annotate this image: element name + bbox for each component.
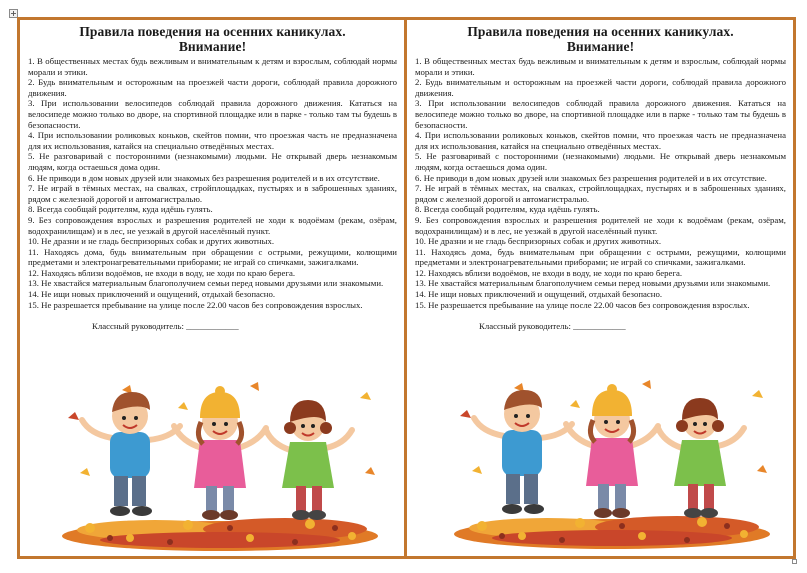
rule-item: 15. Не разрешается пребывание на улице после 22.00 часов без сопровождения взрослых. bbox=[28, 299, 363, 310]
rule-item: 11. Находясь дома, будь внимательным при обращении с острыми, режущими, колющими предметами и электронагревательными приборами; не играй со спичками, зажигалками. bbox=[28, 246, 397, 268]
girl-pink-figure bbox=[174, 386, 266, 520]
rules-list bbox=[28, 56, 397, 310]
rule-item: 7. Не играй в тёмных местах, на свалках, стройплощадках, пустырях и в заброшенных зданиях, рядом с железной дорогой и автомагистралью. bbox=[28, 183, 397, 204]
class-teacher-signature: Классный руководитель: ____________ bbox=[92, 321, 239, 332]
girl-green-figure bbox=[658, 398, 744, 518]
memo-sheet-left bbox=[17, 17, 407, 559]
girl-green-figure bbox=[266, 400, 352, 520]
rule-item: 13. Не хвастайся материальным благополучием семьи перед новыми друзьями или знакомыми. bbox=[28, 278, 384, 289]
title-line-2: Внимание! bbox=[566, 39, 635, 54]
rule-item: 5. Не разговаривай с посторонними (незнакомыми) людьми. Не открывай дверь незнакомым людям, когда остаешься дома один. bbox=[415, 151, 786, 172]
boy-figure bbox=[82, 392, 180, 516]
rule-item: 1. В общественных местах будь вежливым и внимательным к детям и взрослым, соблюдай нормы морали и этики. bbox=[28, 56, 397, 77]
rule-item: 6. Не приводи в дом новых друзей или знакомых без разрешения родителей и в их отсутствие. bbox=[415, 172, 767, 183]
children-autumn-leaves-illustration bbox=[452, 376, 772, 551]
title-line-1: Правила поведения на осенних каникулах. bbox=[467, 24, 734, 39]
rule-item: 10. Не дразни и не гладь беспризорных собак и других животных. bbox=[28, 236, 275, 247]
boy-figure bbox=[474, 390, 572, 514]
rule-item: 5. Не разговаривай с посторонними (незнакомыми) людьми. Не открывай дверь незнакомым людям, когда остаешься дома один. bbox=[28, 151, 397, 172]
rule-item: 1. В общественных местах будь вежливым и внимательным к детям и взрослым, соблюдай нормы морали и этики. bbox=[415, 56, 786, 77]
leaf-pile bbox=[454, 516, 770, 549]
rule-item: 4. При использовании роликовых коньков, скейтов помни, что проезжая часть не предназначена для их использования, катайся на специально отведённых местах. bbox=[28, 130, 397, 151]
table-move-handle-icon[interactable]: + bbox=[10, 9, 17, 18]
rule-item: 3. При использовании велосипедов соблюдай правила дорожного движения. Кататься на велосипеде можно только во дворе, на спортивной площадке или в парке - только там ты будешь в безопасности. bbox=[28, 98, 397, 130]
children-autumn-leaves-illustration bbox=[60, 378, 380, 553]
rule-item: 13. Не хвастайся материальным благополучием семьи перед новыми друзьями или знакомыми. bbox=[415, 278, 771, 289]
title-line-2: Внимание! bbox=[178, 39, 247, 54]
rule-item: 15. Не разрешается пребывание на улице после 22.00 часов без сопровождения взрослых. bbox=[415, 299, 750, 310]
rule-item: 9. Без сопровождения взрослых и разрешения родителей не ходи к водоёмам (рекам, озёрам, водохранилищам) и в лес, не уезжай в другой населённый пункт. bbox=[415, 214, 786, 236]
rule-item: 3. При использовании велосипедов соблюдай правила дорожного движения. Кататься на велосипеде можно только во дворе, на спортивной площадке или в парке - только там ты будешь в безопасности. bbox=[415, 98, 786, 130]
rule-item: 9. Без сопровождения взрослых и разрешения родителей не ходи к водоёмам (рекам, озёрам, водохранилищам) и в лес, не уезжай в другой населённый пункт. bbox=[28, 214, 397, 236]
rule-item: 12. Находясь вблизи водоёмов, не входи в воду, не ходи по краю берега. bbox=[28, 267, 296, 278]
rule-item: 14. Не ищи новых приключений и ощущений, отдыхай безопасно. bbox=[28, 289, 276, 300]
resize-handle-icon[interactable] bbox=[792, 559, 797, 564]
rule-item: 10. Не дразни и не гладь беспризорных собак и других животных. bbox=[415, 236, 662, 247]
rule-item: 4. При использовании роликовых коньков, скейтов помни, что проезжая часть не предназначена для их использования, катайся на специально отведённых местах. bbox=[415, 130, 786, 151]
rule-item: 2. Будь внимательным и осторожным на проезжей части дороги, соблюдай правила дорожного движения. bbox=[415, 77, 786, 98]
rule-item: 6. Не приводи в дом новых друзей или знакомых без разрешения родителей и в их отсутствие. bbox=[28, 172, 380, 183]
rule-item: 7. Не играй в тёмных местах, на свалках, стройплощадках, пустырях и в заброшенных зданиях, рядом с железной дорогой и автомагистралью. bbox=[415, 183, 786, 204]
girl-pink-figure bbox=[566, 384, 658, 518]
rule-item: 8. Всегда сообщай родителям, куда идёшь гулять. bbox=[28, 204, 213, 215]
title-line-1: Правила поведения на осенних каникулах. bbox=[79, 24, 346, 39]
rule-item: 12. Находясь вблизи водоёмов, не входи в воду, не ходи по краю берега. bbox=[415, 267, 683, 278]
rule-item: 8. Всегда сообщай родителям, куда идёшь гулять. bbox=[415, 204, 600, 215]
class-teacher-signature: Классный руководитель: ____________ bbox=[479, 321, 626, 332]
rule-item: 14. Не ищи новых приключений и ощущений, отдыхай безопасно. bbox=[415, 289, 663, 300]
rules-list bbox=[415, 56, 786, 310]
rule-item: 11. Находясь дома, будь внимательным при обращении с острыми, режущими, колющими предметами и электронагревательными приборами; не играй со спичками, зажигалками. bbox=[415, 246, 786, 268]
rule-item: 2. Будь внимательным и осторожным на проезжей части дороги, соблюдай правила дорожного движения. bbox=[28, 77, 397, 98]
memo-sheet-right bbox=[404, 17, 796, 559]
leaf-pile bbox=[62, 518, 378, 551]
